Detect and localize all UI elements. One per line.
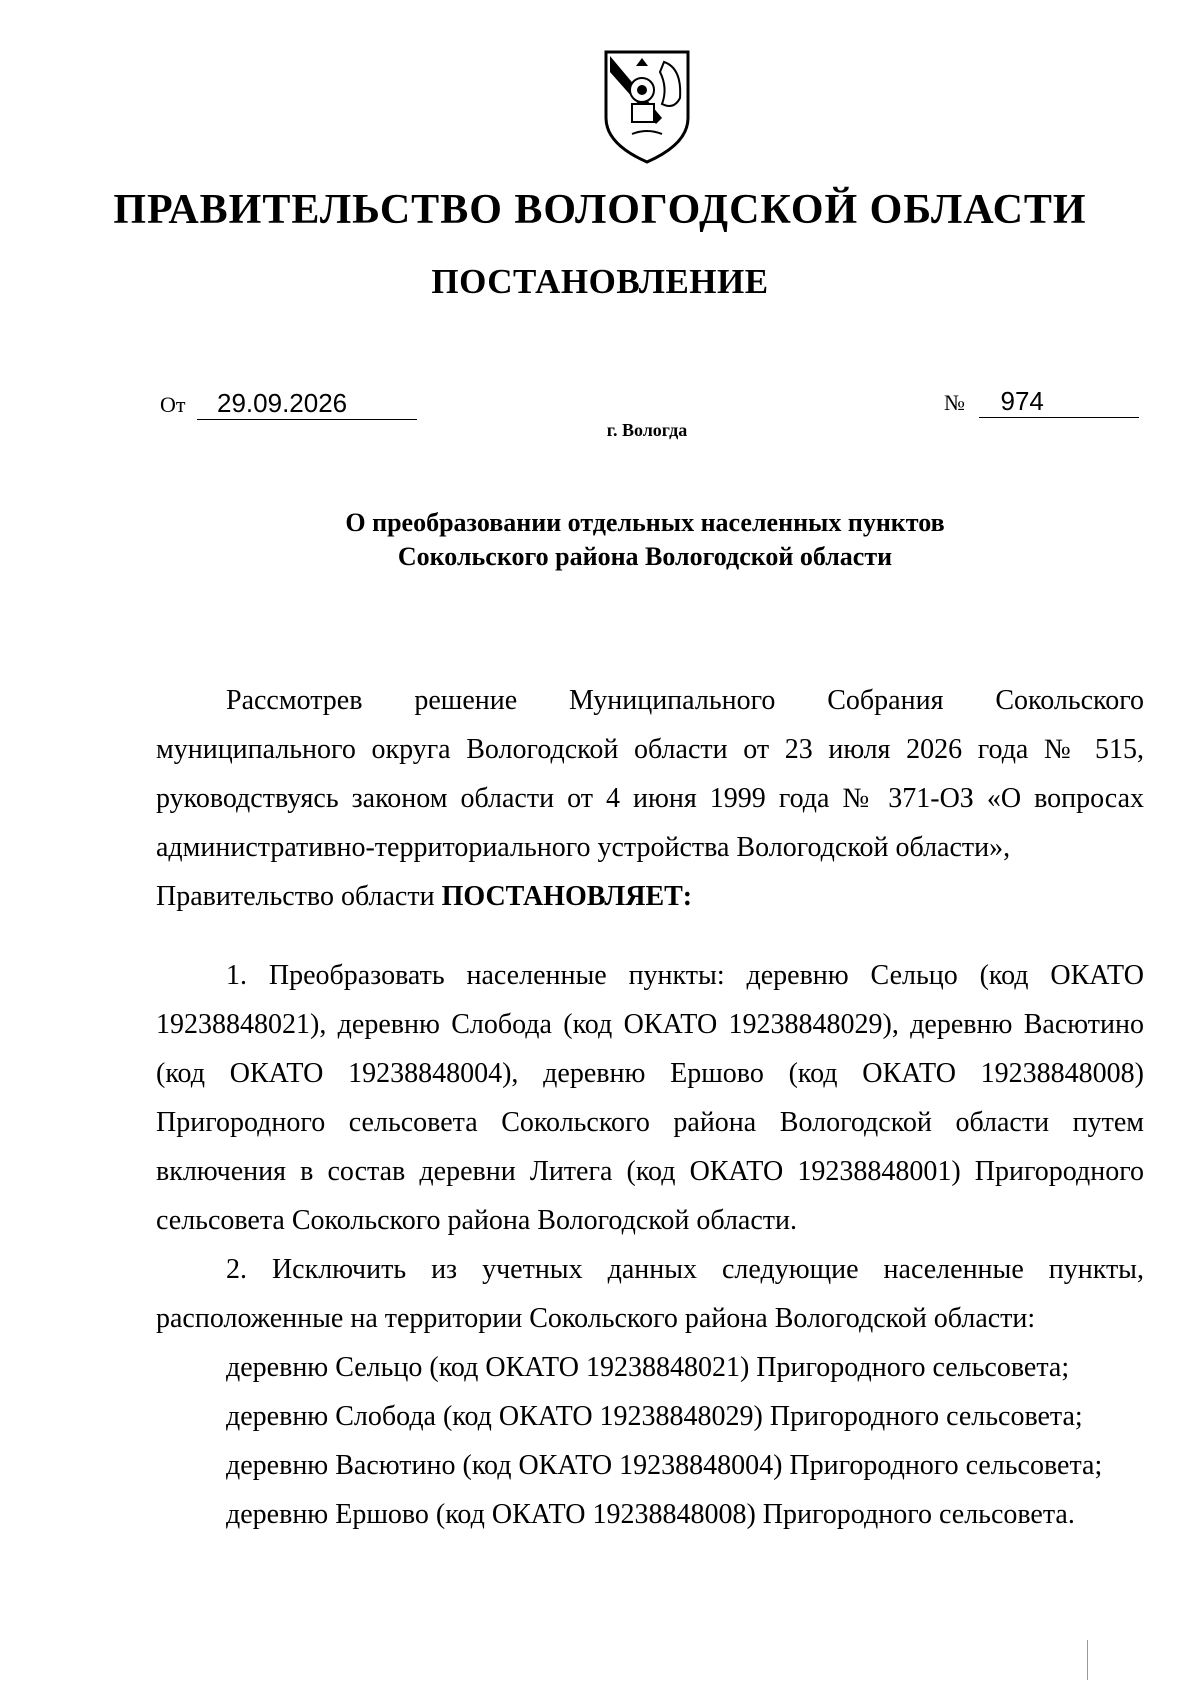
number-line — [944, 386, 1139, 418]
document-date: 29.09.2026 — [197, 388, 417, 420]
excluded-item: деревню Ершово (код ОКАТО 19238848008) Пригородного сельсовета. — [226, 1499, 1075, 1530]
excluded-item: деревню Васютино (код ОКАТО 19238848004) Пригородного сельсовета; — [226, 1450, 1103, 1481]
resolves-prefix: Правительство области — [156, 881, 442, 912]
document-number: 974 — [979, 386, 1139, 418]
city: г. Вологда — [606, 420, 688, 440]
resolves-line — [156, 872, 1144, 921]
date-line — [160, 388, 417, 420]
item-2: 2. Исключить из учетных данных следующие населенные пункты, расположенные на территории Сокольского района Вологодской области: — [156, 1254, 1144, 1334]
item-1: 1. Преобразовать населенные пункты: деревню Сельцо (код ОКАТО 19238848021), деревню Слобода (код ОКАТО 19238848029), деревню Васютино (код ОКАТО 19238848004), деревню Ершово (код ОКАТО 19238848008) Пригородного сельсовета Сокольского района Вологодской области путем включения в состав деревни Литега (код ОКАТО 19238848001) Пригородного сельсовета Сокольского района Вологодской области. — [156, 960, 1144, 1236]
coat-of-arms-icon — [602, 48, 692, 166]
excluded-item: деревню Сельцо (код ОКАТО 19238848021) Пригородного сельсовета; — [226, 1352, 1070, 1383]
scan-mark — [1087, 1640, 1088, 1680]
document-subject — [0, 506, 1200, 574]
excluded-item: деревню Слобода (код ОКАТО 19238848029) Пригородного сельсовета; — [226, 1401, 1083, 1432]
number-label: № — [944, 390, 965, 415]
subject-line-1: О преобразовании отдельных населенных пунктов — [345, 508, 945, 537]
subject-line-2: Сокольского района Вологодской области — [397, 542, 893, 571]
preamble: Рассмотрев решение Муниципального Собрания Сокольского муниципального округа Вологодской области от 23 июля 2026 года № 515, руководствуясь законом области от 4 июня 1999 года № 371-ОЗ «О вопросах административно-территориального устройства Вологодской области», — [156, 685, 1144, 863]
document-type: ПОСТАНОВЛЕНИЕ — [431, 262, 769, 301]
date-label: От — [160, 392, 186, 417]
document-body — [156, 676, 1144, 1539]
authority-name: ПРАВИТЕЛЬСТВО ВОЛОГОДСКОЙ ОБЛАСТИ — [113, 187, 1087, 233]
resolves-word: ПОСТАНОВЛЯЕТ: — [441, 881, 693, 912]
